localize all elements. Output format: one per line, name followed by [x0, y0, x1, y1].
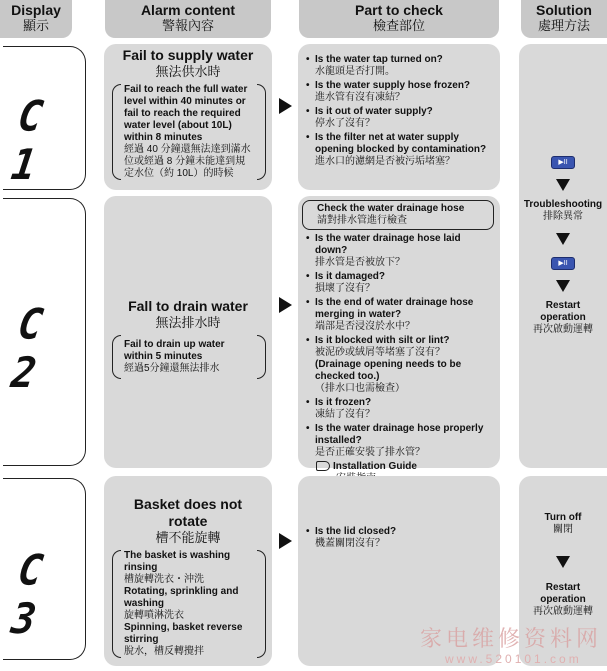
- error-code-c3: C 3: [8, 546, 52, 644]
- alarm-box-c2: [104, 196, 272, 468]
- start-pause-button-icon: ▶II: [551, 156, 575, 169]
- solution-steps-top: [519, 156, 607, 336]
- alarm-detail-c2: [112, 335, 258, 379]
- display-c1: [3, 46, 86, 190]
- alarm-detail-en-c3-3: Spinning, basket reverse stirring: [124, 622, 243, 645]
- check-item: • Is the lid closed? 機蓋關閉沒有？: [306, 526, 494, 550]
- drain-hose-highlight: [302, 200, 494, 230]
- alarm-box-c1: [104, 44, 272, 190]
- highlight-en: Check the water drainage hose: [317, 203, 465, 214]
- alarm-title-c1: Fail to supply water: [122, 47, 254, 63]
- turnoff-en: Turn off: [544, 512, 582, 523]
- check-item: • Is the water drainage hose properly installed? 是否正確安裝了排水管？: [306, 423, 494, 459]
- alarm-detail-en-c2: Fail to drain up water within 5 minutes: [124, 339, 225, 362]
- troubleshooting-zh: 排除異常: [543, 211, 583, 222]
- troubleshooting-en: Troubleshooting: [523, 199, 603, 210]
- highlight-zh: 請對排水管進行檢查: [317, 215, 407, 226]
- turnoff-zh: 關閉: [553, 524, 573, 535]
- alarm-title-zh-c1: 無法供水時: [155, 64, 221, 79]
- alarm-title-c2: Fall to drain water: [128, 298, 248, 314]
- alarm-detail-zh-c2: 經過5分鐘還無法排水: [124, 363, 220, 374]
- check-item: • Is the filter net at water supply opening blocked by contamination? 進水口的濾網是否被污垢堵塞？: [306, 132, 494, 168]
- check-item: • Is the end of water drainage hose merging in water? 端部是否浸沒於水中？: [306, 297, 494, 333]
- watermark-url: www.520101.com: [445, 652, 582, 666]
- header-alarm-zh: 警報內容: [161, 18, 214, 33]
- header-check: [299, 0, 499, 38]
- alarm-box-c3: [104, 476, 272, 666]
- header-check-zh: 檢查部位: [372, 18, 425, 33]
- header-alarm-en: Alarm content: [140, 2, 236, 18]
- alarm-detail-zh-c1: 經過 40 分鐘還無法達到滿水位或經過 8 分鐘未能達到規定水位（約 10L）的時候: [124, 144, 251, 179]
- header-alarm: [105, 0, 271, 38]
- down-arrow-icon: [556, 280, 570, 292]
- down-arrow-icon: [556, 233, 570, 245]
- header-display-en: Display: [11, 2, 61, 18]
- header-display-zh: 顯示: [22, 18, 49, 33]
- alarm-detail-en-c3-2: Rotating, sprinkling and washing: [124, 586, 239, 609]
- pointing-hand-icon: [316, 461, 330, 471]
- check-item: • Is it blocked with silt or lint? 被泥砂或絨屑等堵塞了沒有？ (Drainage opening needs to be checked too.) （排水口也需檢查）: [306, 335, 494, 395]
- alarm-detail-zh-c3-1: 槽旋轉洗衣・沖洗: [124, 574, 204, 585]
- arrow-icon-c3: [279, 533, 292, 549]
- check-box-c1: [298, 44, 500, 190]
- alarm-title-zh-c2: 無法排水時: [155, 315, 221, 330]
- restart-zh-bottom: 再次啟動運轉: [533, 606, 593, 617]
- alarm-detail-en-c3-1: The basket is washing rinsing: [124, 550, 231, 573]
- alarm-detail-c1: [112, 84, 258, 180]
- arrow-icon-c1: [279, 98, 292, 114]
- restart-zh-top: 再次啟動運轉: [533, 324, 593, 335]
- restart-en-top: Restart operation: [540, 300, 586, 323]
- check-list-c1: [306, 54, 494, 168]
- header-check-en: Part to check: [355, 2, 443, 18]
- header-solution-en: Solution: [536, 2, 592, 18]
- check-item: • Is it frozen? 凍結了沒有？: [306, 397, 494, 421]
- alarm-title-zh-c3: 槽不能旋轉: [155, 530, 221, 545]
- alarm-detail-c3: [112, 550, 258, 658]
- alarm-detail-zh-c3-2: 旋轉噴淋洗衣: [124, 610, 184, 621]
- check-item: • Is it damaged? 損壞了沒有？: [306, 271, 494, 295]
- arrow-icon-c2: [279, 297, 292, 313]
- error-code-c1: C 1: [8, 92, 52, 190]
- down-arrow-icon: [556, 179, 570, 191]
- restart-en-bottom: Restart operation: [540, 582, 586, 605]
- solution-steps-bottom: [519, 512, 607, 618]
- watermark: 家电维修资料网: [420, 627, 603, 652]
- check-item: • Is the water drainage hose laid down? 排水管是否被放下？: [306, 233, 494, 269]
- check-box-c2: [298, 196, 500, 472]
- check-item: • Is it out of water supply? 停水了沒有？: [306, 106, 494, 130]
- display-c2: [3, 198, 86, 466]
- check-item: • Is the water supply hose frozen? 進水管有沒有凍結？: [306, 80, 494, 104]
- display-c3: [3, 478, 86, 660]
- guide-en: Installation Guide: [333, 461, 417, 472]
- alarm-detail-en-c1: Fail to reach the full water level within 40 minutes or fail to reach the required water level (about 10L) within 8 minutes: [124, 84, 248, 143]
- error-code-c2: C 2: [8, 300, 52, 398]
- check-list-c2: [302, 233, 494, 459]
- header-solution-zh: 處理方法: [537, 18, 590, 33]
- down-arrow-icon: [556, 556, 570, 568]
- header-solution: [521, 0, 607, 38]
- check-list-c3: [306, 526, 494, 550]
- check-item: • Is the water tap turned on? 水龍頭是否打開。: [306, 54, 494, 78]
- start-pause-button-icon: ▶II: [551, 257, 575, 270]
- alarm-detail-zh-c3-3: 脫水，槽反轉攪拌: [124, 646, 204, 657]
- header-display: [0, 0, 72, 38]
- alarm-title-c3: Basket does not rotate: [133, 496, 243, 529]
